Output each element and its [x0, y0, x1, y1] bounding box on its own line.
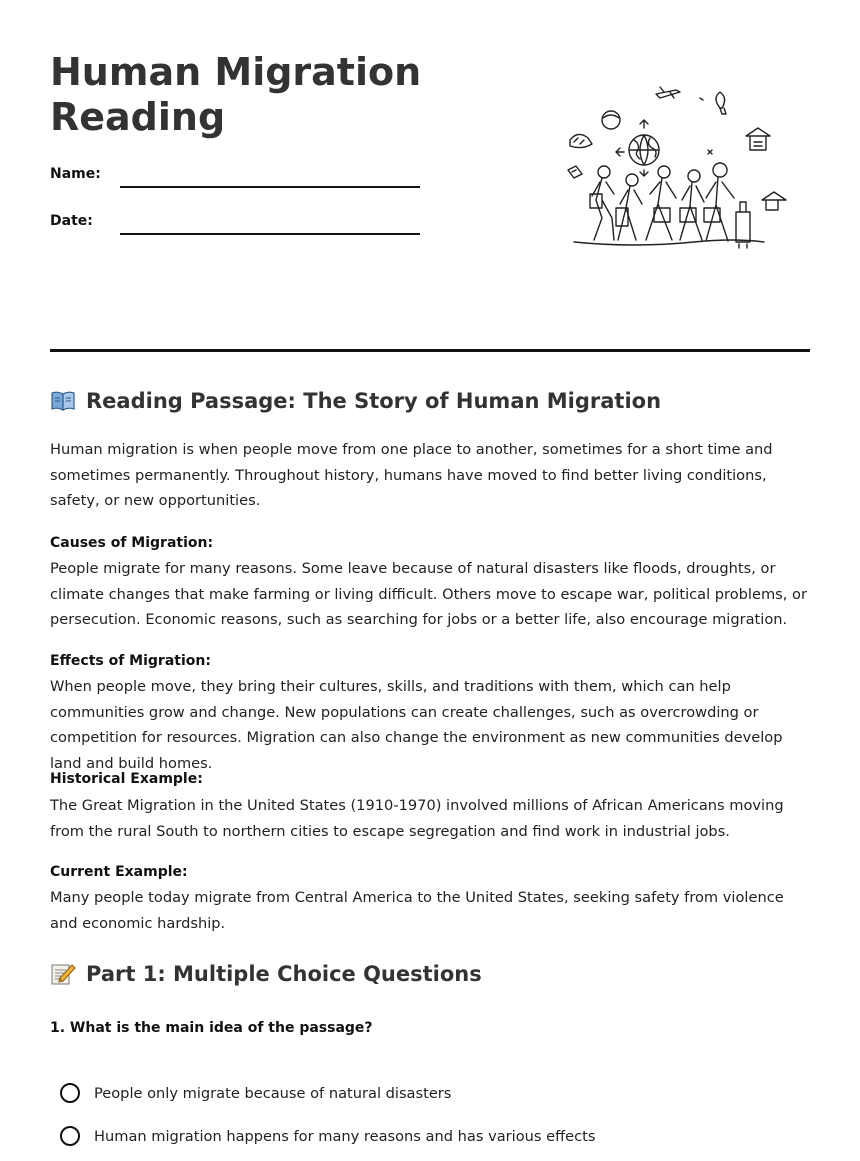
memo-pencil-icon	[50, 962, 76, 986]
travelers-globe-illustration	[560, 82, 790, 250]
question-1: 1. What is the main idea of the passage?	[50, 1020, 373, 1036]
part1-heading: Part 1: Multiple Choice Questions	[50, 962, 482, 986]
date-label: Date:	[50, 213, 93, 229]
radio-button[interactable]	[60, 1083, 80, 1103]
historical-text: The Great Migration in the United States (1910-1970) involved millions of African Americans moving from the rural South to northern cities to escape segregation and find work in industrial jobs.	[50, 797, 784, 840]
section-divider	[50, 349, 810, 352]
reading-passage-heading: Reading Passage: The Story of Human Migration	[50, 389, 661, 413]
name-label: Name:	[50, 166, 101, 182]
page-title: Human Migration Reading	[50, 50, 422, 139]
open-book-icon	[50, 389, 76, 413]
causes-text: People migrate for many reasons. Some leave because of natural disasters like floods, droughts, or climate changes that make farming or living difficult. Others move to escape war, political problems, or persecution. Economic reasons, such as searching for jobs or a better life, also encourage migration.	[50, 560, 807, 628]
causes-title: Causes of Migration:	[50, 535, 214, 551]
historical-title: Historical Example:	[50, 771, 203, 787]
question-1-option-b[interactable]	[60, 1126, 596, 1146]
effects-title: Effects of Migration:	[50, 653, 211, 669]
date-field[interactable]	[120, 233, 420, 235]
radio-button[interactable]	[60, 1126, 80, 1146]
current-text: Many people today migrate from Central America to the United States, seeking safety from violence and economic hardship.	[50, 889, 784, 932]
name-field[interactable]	[120, 186, 420, 188]
option-label: Human migration happens for many reasons and has various effects	[94, 1127, 596, 1145]
option-label: People only migrate because of natural disasters	[94, 1084, 452, 1102]
passage-intro: Human migration is when people move from one place to another, sometimes for a short time and sometimes permanently. Throughout history, humans have moved to find better living conditions, safety, or new opportunities.	[50, 441, 773, 509]
effects-text: When people move, they bring their cultures, skills, and traditions with them, which can help communities grow and change. New populations can create challenges, such as overcrowding or competition for resources. Migration can also change the environment as new communities develop land and build homes.	[50, 678, 783, 772]
question-1-option-a[interactable]	[60, 1083, 451, 1103]
current-title: Current Example:	[50, 864, 188, 880]
